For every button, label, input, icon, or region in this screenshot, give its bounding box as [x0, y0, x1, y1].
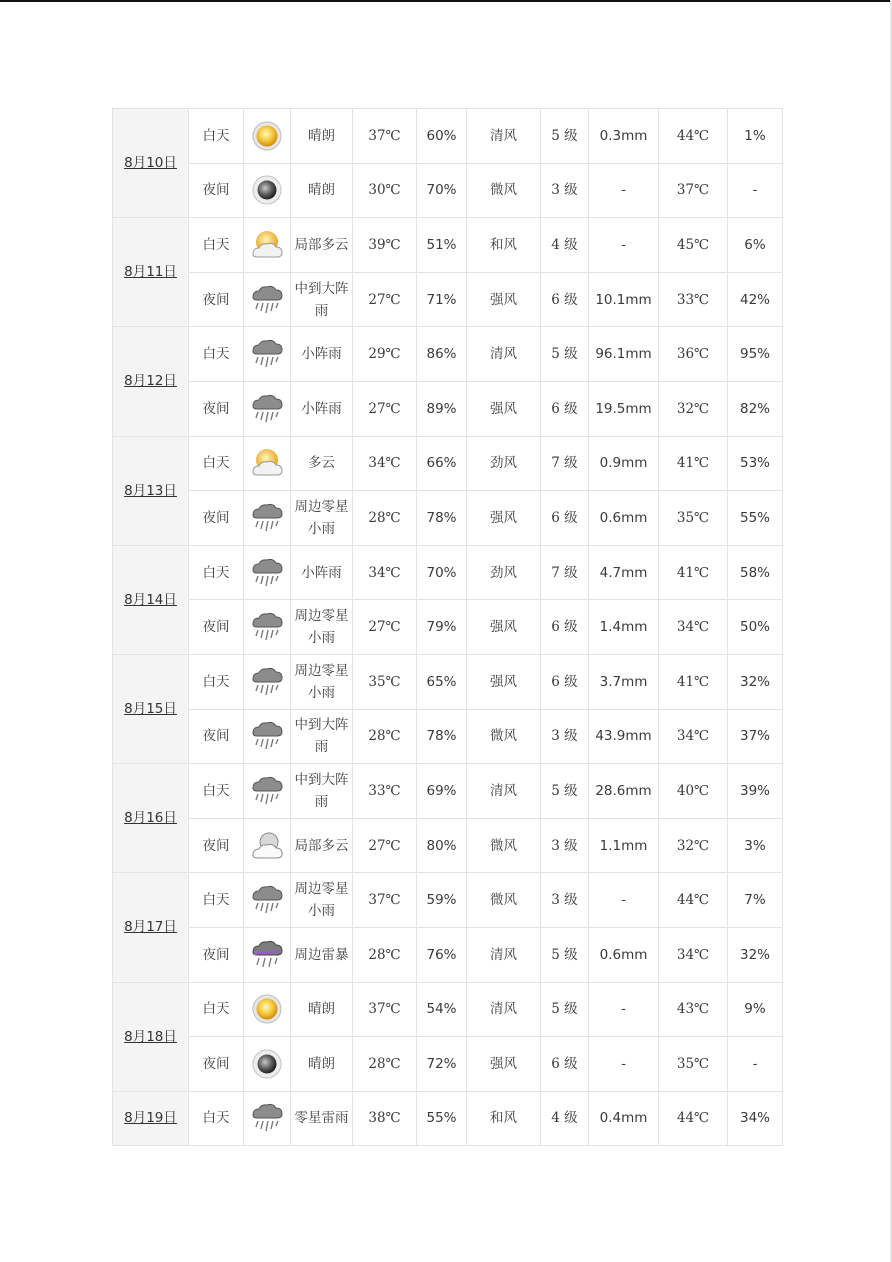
condition-cell: 中到大阵雨 — [291, 272, 353, 327]
temperature-cell: 34℃ — [353, 545, 417, 600]
condition-cell: 小阵雨 — [291, 545, 353, 600]
table-row — [113, 654, 783, 709]
wind-level-cell: 5 级 — [541, 109, 589, 164]
wind-level-cell: 3 级 — [541, 709, 589, 764]
rain-chance-cell: 34% — [728, 1091, 783, 1146]
precipitation-cell: 1.4mm — [589, 600, 659, 655]
table-row — [113, 436, 783, 491]
wind-cell: 强风 — [467, 381, 541, 436]
humidity-cell: 79% — [417, 600, 467, 655]
icon-cell — [244, 654, 291, 709]
table-row — [113, 1037, 783, 1092]
wind-cell: 强风 — [467, 600, 541, 655]
wind-level-cell: 4 级 — [541, 1091, 589, 1146]
rain-chance-cell: 82% — [728, 381, 783, 436]
humidity-cell: 78% — [417, 491, 467, 546]
feels-like-cell: 37℃ — [659, 163, 728, 218]
date-cell — [113, 545, 189, 654]
thunderstorm-icon — [244, 937, 290, 973]
period-cell: 白天 — [189, 873, 244, 928]
table-row — [113, 982, 783, 1037]
icon-cell — [244, 491, 291, 546]
icon-cell — [244, 327, 291, 382]
rain-chance-cell: 95% — [728, 327, 783, 382]
feels-like-cell: 35℃ — [659, 491, 728, 546]
humidity-cell: 72% — [417, 1037, 467, 1092]
table-row — [113, 163, 783, 218]
period-cell: 夜间 — [189, 927, 244, 982]
condition-cell: 小阵雨 — [291, 327, 353, 382]
humidity-cell: 54% — [417, 982, 467, 1037]
rain-chance-cell: 6% — [728, 218, 783, 273]
rain-icon — [244, 555, 290, 591]
precipitation-cell: 19.5mm — [589, 381, 659, 436]
date-cell — [113, 873, 189, 982]
date-cell — [113, 764, 189, 873]
temperature-cell: 29℃ — [353, 327, 417, 382]
table-row — [113, 600, 783, 655]
condition-cell: 中到大阵雨 — [291, 709, 353, 764]
temperature-cell: 35℃ — [353, 654, 417, 709]
rain-icon — [244, 500, 290, 536]
icon-cell — [244, 873, 291, 928]
rain-icon — [244, 1100, 290, 1136]
rain-chance-cell: 42% — [728, 272, 783, 327]
humidity-cell: 71% — [417, 272, 467, 327]
icon-cell — [244, 709, 291, 764]
precipitation-cell: 0.3mm — [589, 109, 659, 164]
table-row — [113, 491, 783, 546]
rain-chance-cell: 58% — [728, 545, 783, 600]
condition-cell: 周边零星小雨 — [291, 491, 353, 546]
wind-cell: 清风 — [467, 982, 541, 1037]
condition-cell: 零星雷雨 — [291, 1091, 353, 1146]
rain-chance-cell: 3% — [728, 818, 783, 873]
precipitation-cell: 0.4mm — [589, 1091, 659, 1146]
precipitation-cell: 96.1mm — [589, 327, 659, 382]
rain-chance-cell: 32% — [728, 927, 783, 982]
feels-like-cell: 36℃ — [659, 327, 728, 382]
period-cell: 白天 — [189, 327, 244, 382]
humidity-cell: 65% — [417, 654, 467, 709]
temperature-cell: 33℃ — [353, 764, 417, 819]
rain-chance-cell: - — [728, 163, 783, 218]
period-cell: 白天 — [189, 436, 244, 491]
date-link[interactable]: 8月16日 — [124, 810, 177, 827]
partly-cloudy-icon — [244, 228, 290, 262]
wind-cell: 强风 — [467, 654, 541, 709]
table-row — [113, 109, 783, 164]
wind-level-cell: 3 级 — [541, 163, 589, 218]
temperature-cell: 37℃ — [353, 982, 417, 1037]
date-cell — [113, 1091, 189, 1146]
period-cell: 白天 — [189, 218, 244, 273]
wind-cell: 劲风 — [467, 545, 541, 600]
wind-level-cell: 5 级 — [541, 764, 589, 819]
forecast-body — [113, 109, 783, 1146]
rain-icon — [244, 282, 290, 318]
precipitation-cell: 28.6mm — [589, 764, 659, 819]
page-top-border — [0, 0, 892, 2]
humidity-cell: 66% — [417, 436, 467, 491]
humidity-cell: 76% — [417, 927, 467, 982]
rain-icon — [244, 773, 290, 809]
precipitation-cell: 0.6mm — [589, 927, 659, 982]
period-cell: 夜间 — [189, 709, 244, 764]
feels-like-cell: 35℃ — [659, 1037, 728, 1092]
feels-like-cell: 45℃ — [659, 218, 728, 273]
rain-icon — [244, 391, 290, 427]
humidity-cell: 60% — [417, 109, 467, 164]
partly-cloudy-night-icon — [244, 829, 290, 863]
feels-like-cell: 41℃ — [659, 436, 728, 491]
period-cell: 白天 — [189, 982, 244, 1037]
wind-cell: 强风 — [467, 272, 541, 327]
feels-like-cell: 44℃ — [659, 109, 728, 164]
icon-cell — [244, 764, 291, 819]
precipitation-cell: - — [589, 163, 659, 218]
date-link[interactable]: 8月12日 — [124, 373, 177, 390]
humidity-cell: 59% — [417, 873, 467, 928]
feels-like-cell: 43℃ — [659, 982, 728, 1037]
date-link[interactable]: 8月14日 — [124, 591, 177, 608]
feels-like-cell: 32℃ — [659, 381, 728, 436]
feels-like-cell: 41℃ — [659, 545, 728, 600]
table-row — [113, 764, 783, 819]
icon-cell — [244, 1037, 291, 1092]
feels-like-cell: 34℃ — [659, 600, 728, 655]
wind-level-cell: 3 级 — [541, 873, 589, 928]
period-cell: 夜间 — [189, 272, 244, 327]
date-link[interactable]: 8月18日 — [124, 1028, 177, 1045]
wind-cell: 劲风 — [467, 436, 541, 491]
icon-cell — [244, 272, 291, 327]
icon-cell — [244, 163, 291, 218]
temperature-cell: 27℃ — [353, 381, 417, 436]
rain-icon — [244, 664, 290, 700]
icon-cell — [244, 1091, 291, 1146]
humidity-cell: 70% — [417, 163, 467, 218]
wind-level-cell: 5 级 — [541, 327, 589, 382]
humidity-cell: 70% — [417, 545, 467, 600]
table-row — [113, 818, 783, 873]
rain-chance-cell: 32% — [728, 654, 783, 709]
condition-cell: 周边雷暴 — [291, 927, 353, 982]
wind-level-cell: 6 级 — [541, 654, 589, 709]
icon-cell — [244, 218, 291, 273]
date-link[interactable]: 8月11日 — [124, 264, 177, 281]
condition-cell: 晴朗 — [291, 109, 353, 164]
icon-cell — [244, 982, 291, 1037]
date-cell — [113, 436, 189, 545]
rain-icon — [244, 609, 290, 645]
temperature-cell: 37℃ — [353, 873, 417, 928]
temperature-cell: 27℃ — [353, 600, 417, 655]
feels-like-cell: 32℃ — [659, 818, 728, 873]
precipitation-cell: - — [589, 982, 659, 1037]
condition-cell: 中到大阵雨 — [291, 764, 353, 819]
date-link[interactable]: 8月17日 — [124, 919, 177, 936]
table-row — [113, 545, 783, 600]
wind-cell: 强风 — [467, 491, 541, 546]
period-cell: 夜间 — [189, 818, 244, 873]
rain-chance-cell: 9% — [728, 982, 783, 1037]
clear-night-icon — [244, 174, 290, 206]
humidity-cell: 69% — [417, 764, 467, 819]
condition-cell: 多云 — [291, 436, 353, 491]
temperature-cell: 28℃ — [353, 709, 417, 764]
period-cell: 夜间 — [189, 491, 244, 546]
wind-level-cell: 6 级 — [541, 272, 589, 327]
condition-cell: 小阵雨 — [291, 381, 353, 436]
feels-like-cell: 34℃ — [659, 709, 728, 764]
humidity-cell: 55% — [417, 1091, 467, 1146]
rain-chance-cell: 7% — [728, 873, 783, 928]
rain-chance-cell: 1% — [728, 109, 783, 164]
precipitation-cell: - — [589, 218, 659, 273]
rain-chance-cell: - — [728, 1037, 783, 1092]
period-cell: 白天 — [189, 654, 244, 709]
forecast-table — [112, 108, 783, 1146]
precipitation-cell: 43.9mm — [589, 709, 659, 764]
clear-night-icon — [244, 1048, 290, 1080]
table-row — [113, 1091, 783, 1146]
temperature-cell: 27℃ — [353, 818, 417, 873]
wind-cell: 和风 — [467, 218, 541, 273]
humidity-cell: 51% — [417, 218, 467, 273]
table-row — [113, 218, 783, 273]
table-row — [113, 381, 783, 436]
rain-chance-cell: 37% — [728, 709, 783, 764]
wind-cell: 清风 — [467, 109, 541, 164]
temperature-cell: 28℃ — [353, 927, 417, 982]
temperature-cell: 27℃ — [353, 272, 417, 327]
wind-cell: 清风 — [467, 764, 541, 819]
wind-level-cell: 6 级 — [541, 1037, 589, 1092]
feels-like-cell: 44℃ — [659, 873, 728, 928]
feels-like-cell: 44℃ — [659, 1091, 728, 1146]
precipitation-cell: 3.7mm — [589, 654, 659, 709]
wind-level-cell: 3 级 — [541, 818, 589, 873]
icon-cell — [244, 927, 291, 982]
wind-level-cell: 7 级 — [541, 436, 589, 491]
icon-cell — [244, 109, 291, 164]
precipitation-cell: - — [589, 1037, 659, 1092]
wind-level-cell: 4 级 — [541, 218, 589, 273]
icon-cell — [244, 545, 291, 600]
period-cell: 白天 — [189, 109, 244, 164]
wind-cell: 微风 — [467, 163, 541, 218]
date-cell — [113, 327, 189, 436]
precipitation-cell: 0.9mm — [589, 436, 659, 491]
condition-cell: 周边零星小雨 — [291, 654, 353, 709]
wind-cell: 微风 — [467, 873, 541, 928]
precipitation-cell: 4.7mm — [589, 545, 659, 600]
feels-like-cell: 34℃ — [659, 927, 728, 982]
rain-chance-cell: 53% — [728, 436, 783, 491]
wind-cell: 微风 — [467, 709, 541, 764]
wind-cell: 微风 — [467, 818, 541, 873]
icon-cell — [244, 600, 291, 655]
period-cell: 夜间 — [189, 381, 244, 436]
wind-level-cell: 6 级 — [541, 381, 589, 436]
condition-cell: 晴朗 — [291, 982, 353, 1037]
date-link[interactable]: 8月15日 — [124, 701, 177, 718]
precipitation-cell: 10.1mm — [589, 272, 659, 327]
wind-level-cell: 6 级 — [541, 600, 589, 655]
wind-cell: 清风 — [467, 327, 541, 382]
rain-chance-cell: 55% — [728, 491, 783, 546]
rain-icon — [244, 336, 290, 372]
precipitation-cell: - — [589, 873, 659, 928]
feels-like-cell: 33℃ — [659, 272, 728, 327]
wind-level-cell: 5 级 — [541, 927, 589, 982]
condition-cell: 周边零星小雨 — [291, 600, 353, 655]
temperature-cell: 38℃ — [353, 1091, 417, 1146]
table-row — [113, 272, 783, 327]
table-row — [113, 327, 783, 382]
date-link[interactable]: 8月13日 — [124, 482, 177, 499]
rain-chance-cell: 39% — [728, 764, 783, 819]
wind-cell: 清风 — [467, 927, 541, 982]
icon-cell — [244, 436, 291, 491]
feels-like-cell: 40℃ — [659, 764, 728, 819]
wind-level-cell: 6 级 — [541, 491, 589, 546]
period-cell: 夜间 — [189, 163, 244, 218]
temperature-cell: 37℃ — [353, 109, 417, 164]
condition-cell: 局部多云 — [291, 218, 353, 273]
wind-cell: 强风 — [467, 1037, 541, 1092]
icon-cell — [244, 381, 291, 436]
period-cell: 白天 — [189, 1091, 244, 1146]
partly-cloudy-icon — [244, 446, 290, 480]
period-cell: 白天 — [189, 764, 244, 819]
period-cell: 白天 — [189, 545, 244, 600]
feels-like-cell: 41℃ — [659, 654, 728, 709]
table-row — [113, 873, 783, 928]
precipitation-cell: 1.1mm — [589, 818, 659, 873]
humidity-cell: 89% — [417, 381, 467, 436]
temperature-cell: 28℃ — [353, 1037, 417, 1092]
humidity-cell: 78% — [417, 709, 467, 764]
sunny-icon — [244, 120, 290, 152]
rain-icon — [244, 718, 290, 754]
temperature-cell: 30℃ — [353, 163, 417, 218]
temperature-cell: 34℃ — [353, 436, 417, 491]
table-row — [113, 709, 783, 764]
icon-cell — [244, 818, 291, 873]
date-cell — [113, 982, 189, 1091]
date-link[interactable]: 8月19日 — [124, 1110, 177, 1127]
rain-chance-cell: 50% — [728, 600, 783, 655]
period-cell: 夜间 — [189, 600, 244, 655]
condition-cell: 晴朗 — [291, 163, 353, 218]
period-cell: 夜间 — [189, 1037, 244, 1092]
humidity-cell: 80% — [417, 818, 467, 873]
rain-icon — [244, 882, 290, 918]
temperature-cell: 39℃ — [353, 218, 417, 273]
table-row — [113, 927, 783, 982]
date-cell — [113, 109, 189, 218]
date-cell — [113, 654, 189, 763]
condition-cell: 局部多云 — [291, 818, 353, 873]
date-cell — [113, 218, 189, 327]
precipitation-cell: 0.6mm — [589, 491, 659, 546]
wind-cell: 和风 — [467, 1091, 541, 1146]
humidity-cell: 86% — [417, 327, 467, 382]
sunny-icon — [244, 993, 290, 1025]
wind-level-cell: 5 级 — [541, 982, 589, 1037]
condition-cell: 晴朗 — [291, 1037, 353, 1092]
condition-cell: 周边零星小雨 — [291, 873, 353, 928]
date-link[interactable]: 8月10日 — [124, 155, 177, 172]
wind-level-cell: 7 级 — [541, 545, 589, 600]
temperature-cell: 28℃ — [353, 491, 417, 546]
